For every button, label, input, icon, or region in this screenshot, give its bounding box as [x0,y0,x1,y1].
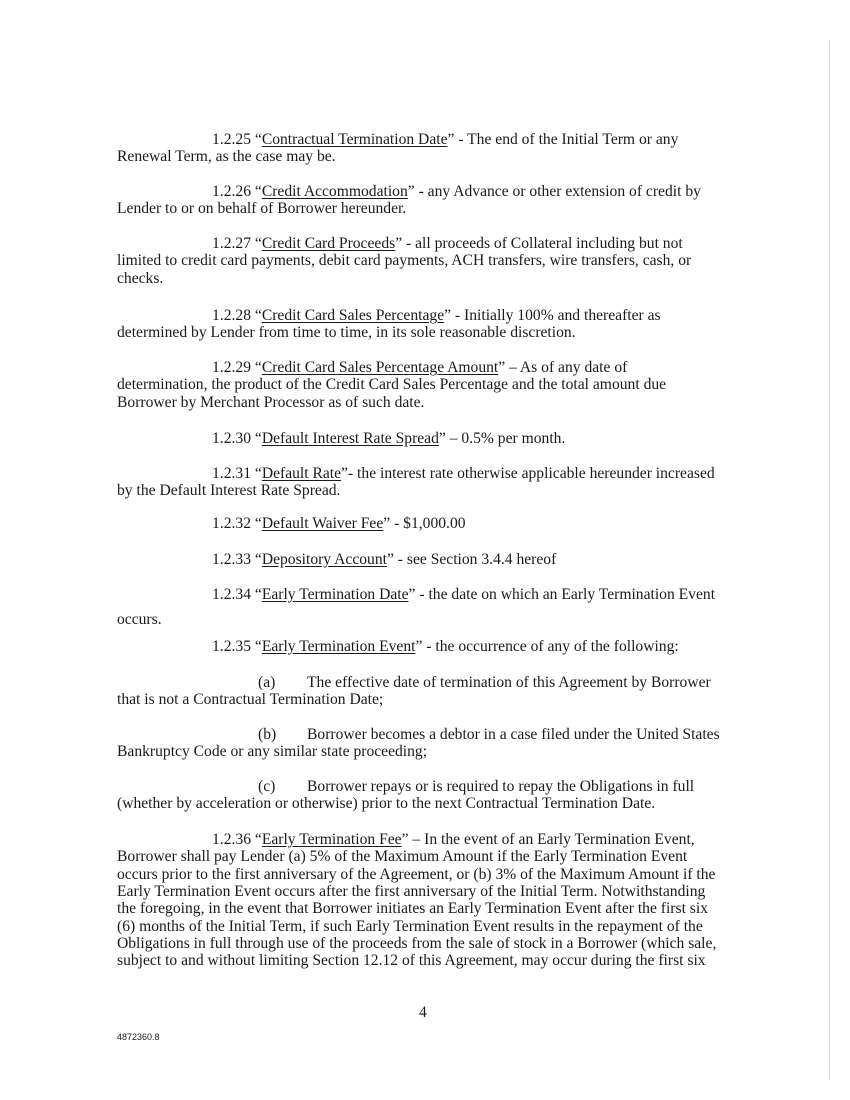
defined-term: Contractual Termination Date [261,131,448,148]
section-number: 1.2.27 [212,235,251,252]
defined-term: Default Interest Rate Spread [261,430,439,447]
definition-line: determined by Lender from time to time, in its sole reasonable discretion. [117,324,576,342]
definition-line: Early Termination Event occurs after the first anniversary of the Initial Term. Notwithstanding [117,882,706,900]
defined-term: Early Termination Event [261,638,416,655]
defined-term: Credit Accommodation [261,183,408,200]
definition-text: ” - any Advance or other extension of credit by [407,183,701,200]
defined-term: Credit Card Sales Percentage [261,307,445,324]
subitem-label: (b) [258,726,277,743]
subitem-line: (whether by acceleration or otherwise) prior to the next Contractual Termination Date. [117,795,656,813]
definition-text: ” - $1,000.00 [383,515,466,532]
definition-first-line: 1.2.28 “Credit Card Sales Percentage” - Initially 100% and thereafter as [212,307,661,324]
definition-first-line: 1.2.33 “Depository Account” - see Section 3.4.4 hereof [212,551,557,568]
definition-line: checks. [117,269,164,287]
section-number: 1.2.28 [212,307,251,324]
defined-term: Depository Account [261,551,387,568]
definition-first-line: 1.2.30 “Default Interest Rate Spread” – 0.5% per month. [212,430,566,447]
subitem-line: that is not a Contractual Termination Date; [117,691,384,709]
definition-line: limited to credit card payments, debit card payments, ACH transfers, wire transfers, cash, or [117,252,692,270]
definition-text: ”- the interest rate otherwise applicable hereunder increased [341,465,715,482]
definition-first-line: 1.2.25 “Contractual Termination Date” - The end of the Initial Term or any [212,131,679,148]
definition-first-line: 1.2.26 “Credit Accommodation” - any Advance or other extension of credit by [212,183,701,200]
definition-text: ” - Initially 100% and thereafter as [444,307,661,324]
definition-line: subject to and without limiting Section 12.12 of this Agreement, may occur during the first six [117,952,706,970]
definition-first-line: 1.2.29 “Credit Card Sales Percentage Amount” – As of any date of [212,359,628,376]
definition-text: ” - the date on which an Early Termination Event [408,586,716,603]
definition-text: ” - the occurrence of any of the following: [415,638,679,655]
definition-first-line: 1.2.31 “Default Rate”- the interest rate otherwise applicable hereunder increased [212,465,715,482]
definition-text: ” - see Section 3.4.4 hereof [386,551,557,568]
section-number: 1.2.34 [212,586,251,603]
scan-edge-line [829,40,830,1080]
definition-first-line: 1.2.36 “Early Termination Fee” – In the event of an Early Termination Event, [212,831,695,848]
subitem-label: (a) [258,674,276,691]
definition-text: ” - The end of the Initial Term or any [447,131,679,148]
definition-first-line: 1.2.35 “Early Termination Event” - the occurrence of any of the following: [212,638,679,655]
document-id: 4872360.8 [117,1032,160,1042]
defined-term: Default Rate [261,465,342,482]
definition-line: determination, the product of the Credit Card Sales Percentage and the total amount due [117,376,667,394]
section-number: 1.2.29 [212,359,251,376]
definition-text: ” – 0.5% per month. [438,430,566,447]
definition-line: Obligations in full through use of the proceeds from the sale of stock in a Borrower (which sale, [117,934,717,952]
page-number: 4 [419,1004,427,1021]
definition-line: Lender to or on behalf of Borrower hereunder. [117,200,407,218]
definition-line: Borrower by Merchant Processor as of such date. [117,393,425,411]
section-number: 1.2.25 [212,131,251,148]
defined-term: Credit Card Sales Percentage Amount [261,359,499,376]
definition-first-line: 1.2.34 “Early Termination Date” - the date on which an Early Termination Event [212,586,716,603]
definition-text: ” – In the event of an Early Termination Event, [401,831,695,848]
subitem-first-line: The effective date of termination of this Agreement by Borrower [307,674,711,691]
subitem-line: Bankruptcy Code or any similar state proceeding; [117,743,428,761]
defined-term: Early Termination Fee [261,831,402,848]
section-number: 1.2.36 [212,831,251,848]
section-number: 1.2.26 [212,183,251,200]
defined-term: Default Waiver Fee [261,515,384,532]
section-number: 1.2.33 [212,551,251,568]
subitem-first-line: Borrower becomes a debtor in a case filed under the United States [307,726,720,743]
definition-text: ” - all proceeds of Collateral including but not [395,235,683,252]
section-number: 1.2.32 [212,515,251,532]
definition-first-line: 1.2.32 “Default Waiver Fee” - $1,000.00 [212,515,466,532]
defined-term: Early Termination Date [261,586,409,603]
definition-line: occurs prior to the first anniversary of the Agreement, or (b) 3% of the Maximum Amount if the [117,865,716,883]
section-number: 1.2.31 [212,465,251,482]
definition-first-line: 1.2.27 “Credit Card Proceeds” - all proceeds of Collateral including but not [212,235,683,252]
definition-text: ” – As of any date of [498,359,628,376]
subitem-label: (c) [258,778,276,795]
defined-term: Credit Card Proceeds [261,235,396,252]
definition-line: the foregoing, in the event that Borrower initiates an Early Termination Event after the first six [117,900,709,918]
definition-line: Renewal Term, as the case may be. [117,148,336,166]
definition-line: Borrower shall pay Lender (a) 5% of the Maximum Amount if the Early Termination Event [117,848,688,866]
definition-line: (6) months of the Initial Term, if such Early Termination Event results in the repayment of the [117,917,703,935]
definition-line: occurs. [117,611,162,629]
definition-line: by the Default Interest Rate Spread. [117,482,341,500]
subitem-first-line: Borrower repays or is required to repay the Obligations in full [307,778,695,795]
section-number: 1.2.30 [212,430,251,447]
section-number: 1.2.35 [212,638,251,655]
